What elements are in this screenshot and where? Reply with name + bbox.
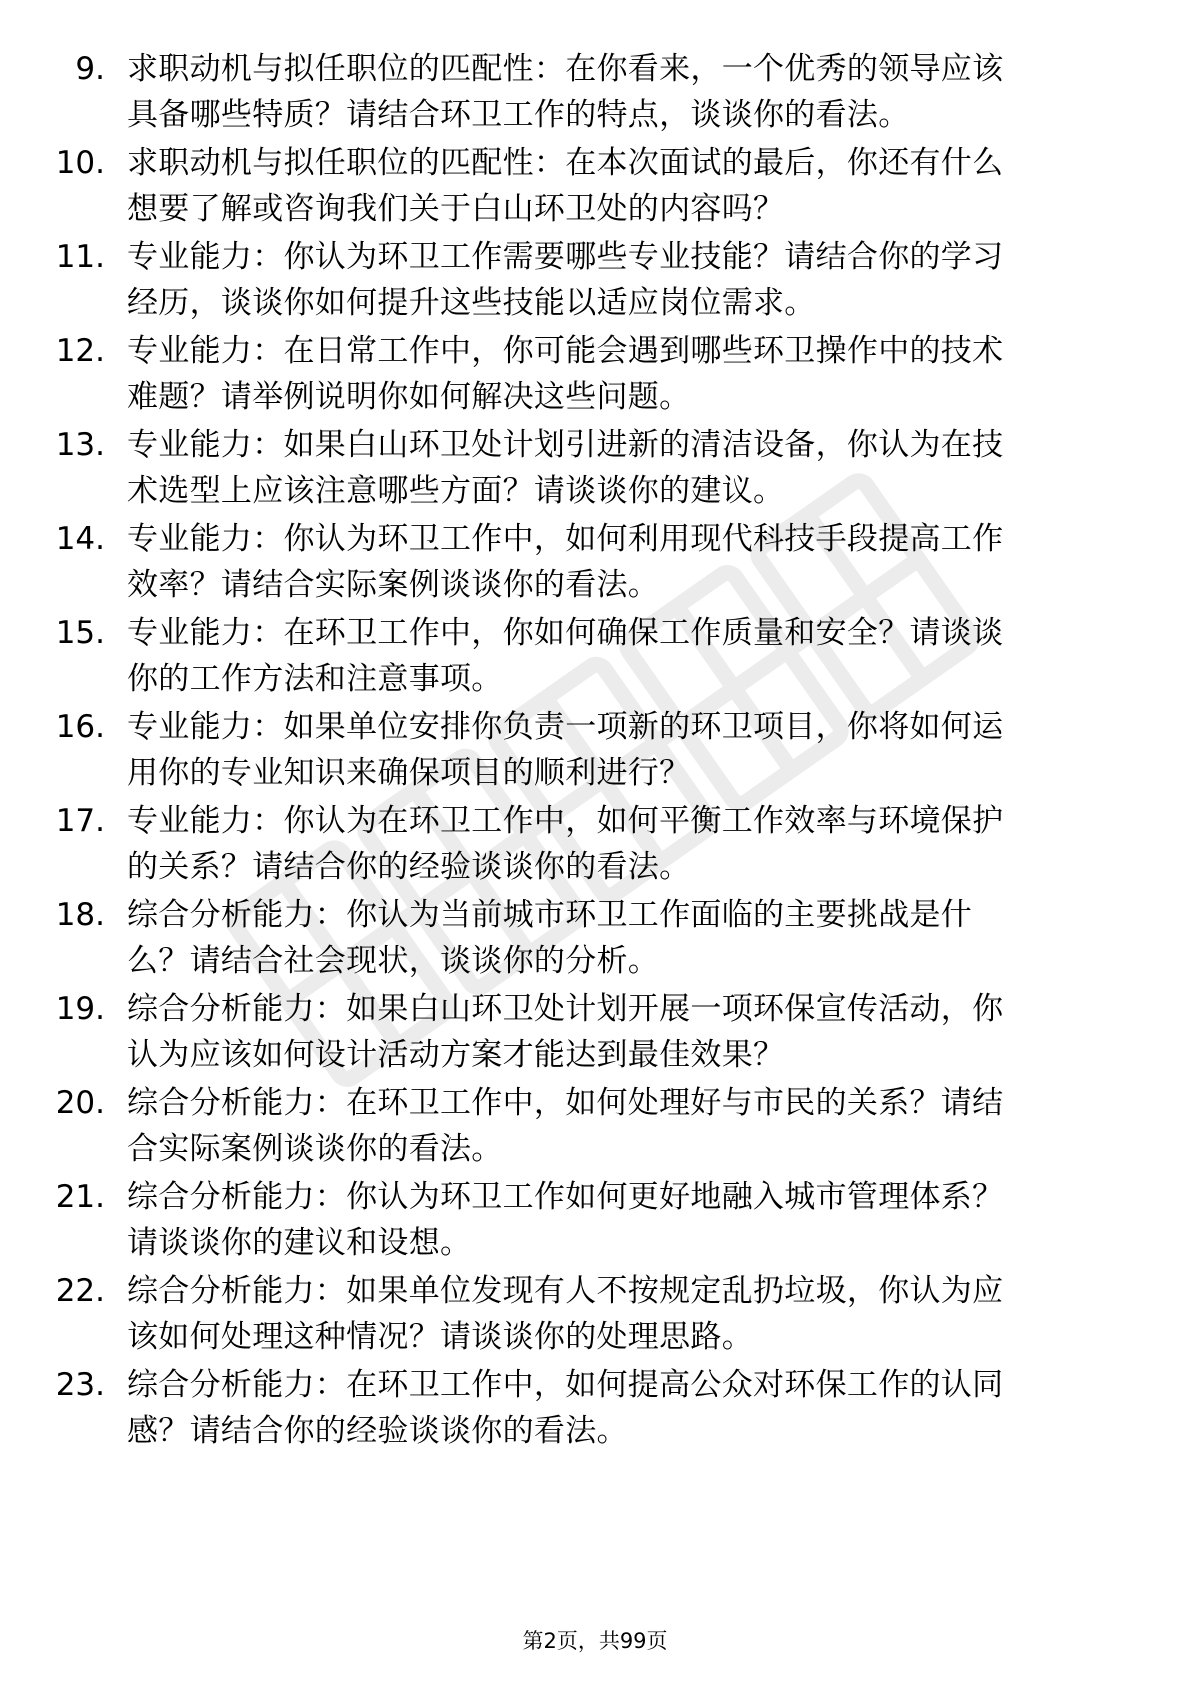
question-text-line: 专业能力：在环卫工作中，你如何确保工作质量和安全？请谈谈 (127, 615, 1004, 651)
question-text-line: 综合分析能力：如果白山环卫处计划开展一项环保宣传活动，你 (127, 991, 1004, 1027)
question-item (0, 422, 1190, 516)
question-number: 16. (55, 709, 105, 745)
question-text-line: 经历，谈谈你如何提升这些技能以适应岗位需求。 (127, 285, 816, 321)
question-text-line: 求职动机与拟任职位的匹配性：在本次面试的最后，你还有什么 (127, 145, 1004, 181)
question-text-line: 该如何处理这种情况？请谈谈你的处理思路。 (127, 1319, 753, 1355)
question-item (0, 704, 1190, 798)
question-text (127, 422, 1117, 514)
question-text (127, 1362, 1117, 1454)
question-number: 18. (55, 897, 105, 933)
question-text (127, 892, 1117, 984)
question-item (0, 892, 1190, 986)
question-text (127, 1080, 1117, 1172)
question-text (127, 1174, 1117, 1266)
question-text (127, 986, 1117, 1078)
question-item (0, 610, 1190, 704)
question-number: 19. (55, 991, 105, 1027)
question-number: 14. (55, 521, 105, 557)
question-text-line: 么？请结合社会现状，谈谈你的分析。 (127, 943, 660, 979)
question-text-line: 综合分析能力：你认为环卫工作如何更好地融入城市管理体系？ (127, 1179, 1004, 1215)
question-text-line: 想要了解或咨询我们关于白山环卫处的内容吗？ (127, 191, 785, 227)
question-text-line: 感？请结合你的经验谈谈你的看法。 (127, 1413, 628, 1449)
question-item (0, 1080, 1190, 1174)
question-item (0, 328, 1190, 422)
question-number: 11. (55, 239, 105, 275)
question-text-line: 难题？请举例说明你如何解决这些问题。 (127, 379, 691, 415)
question-number: 21. (55, 1179, 105, 1215)
question-text (127, 234, 1117, 326)
question-text (127, 516, 1117, 608)
question-item (0, 1268, 1190, 1362)
question-text (127, 140, 1117, 232)
question-item (0, 516, 1190, 610)
question-item (0, 1174, 1190, 1268)
question-text-line: 专业能力：你认为环卫工作中，如何利用现代科技手段提高工作 (127, 521, 1004, 557)
question-text-line: 用你的专业知识来确保项目的顺利进行？ (127, 755, 691, 791)
question-text-line: 综合分析能力：如果单位发现有人不按规定乱扔垃圾，你认为应 (127, 1273, 1004, 1309)
question-number: 23. (55, 1367, 105, 1403)
question-item (0, 234, 1190, 328)
question-number: 17. (55, 803, 105, 839)
question-text-line: 请谈谈你的建议和设想。 (127, 1225, 472, 1261)
question-text-line: 效率？请结合实际案例谈谈你的看法。 (127, 567, 660, 603)
question-text-line: 的关系？请结合你的经验谈谈你的看法。 (127, 849, 691, 885)
question-item (0, 798, 1190, 892)
question-text (127, 328, 1117, 420)
question-item (0, 140, 1190, 234)
question-text-line: 专业能力：如果单位安排你负责一项新的环卫项目，你将如何运 (127, 709, 1004, 745)
question-text-line: 专业能力：如果白山环卫处计划引进新的清洁设备，你认为在技 (127, 427, 1004, 463)
question-text-line: 求职动机与拟任职位的匹配性：在你看来，一个优秀的领导应该 (127, 51, 1004, 87)
question-number: 15. (55, 615, 105, 651)
question-text (127, 610, 1117, 702)
page-number-footer: 第2页，共99页 (522, 1629, 668, 1653)
question-text-line: 具备哪些特质？请结合环卫工作的特点，谈谈你的看法。 (127, 97, 910, 133)
question-text-line: 你的工作方法和注意事项。 (127, 661, 503, 697)
question-text (127, 704, 1117, 796)
question-text (127, 1268, 1117, 1360)
question-item (0, 46, 1190, 140)
question-text-line: 综合分析能力：你认为当前城市环卫工作面临的主要挑战是什 (127, 897, 973, 933)
question-number: 12. (55, 333, 105, 369)
question-text-line: 专业能力：在日常工作中，你可能会遇到哪些环卫操作中的技术 (127, 333, 1004, 369)
question-text-line: 综合分析能力：在环卫工作中，如何提高公众对环保工作的认同 (127, 1367, 1004, 1403)
question-number: 13. (55, 427, 105, 463)
question-text-line: 认为应该如何设计活动方案才能达到最佳效果？ (127, 1037, 785, 1073)
question-item (0, 986, 1190, 1080)
question-number: 9. (75, 51, 105, 87)
question-list (0, 46, 1190, 1456)
question-text-line: 专业能力：你认为环卫工作需要哪些专业技能？请结合你的学习 (127, 239, 1004, 275)
question-text (127, 798, 1117, 890)
question-text-line: 专业能力：你认为在环卫工作中，如何平衡工作效率与环境保护 (127, 803, 1004, 839)
question-text-line: 综合分析能力：在环卫工作中，如何处理好与市民的关系？请结 (127, 1085, 1004, 1121)
question-number: 22. (55, 1273, 105, 1309)
question-number: 10. (55, 145, 105, 181)
question-text (127, 46, 1117, 138)
question-text-line: 术选型上应该注意哪些方面？请谈谈你的建议。 (127, 473, 785, 509)
question-number: 20. (55, 1085, 105, 1121)
question-item (0, 1362, 1190, 1456)
question-text-line: 合实际案例谈谈你的看法。 (127, 1131, 503, 1167)
